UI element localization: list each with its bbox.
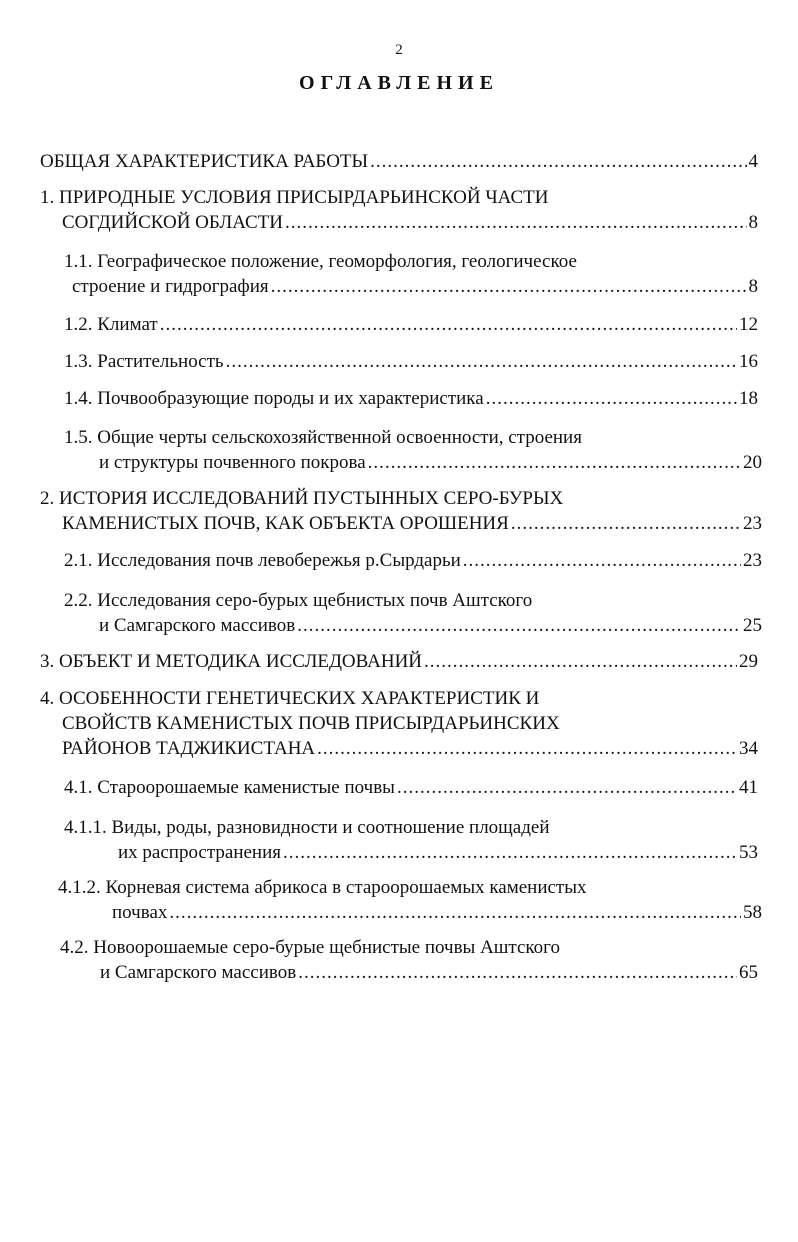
leader-dots <box>285 210 747 235</box>
toc-entry <box>64 386 758 411</box>
toc-entry-text: и Самгарского массивов <box>100 962 297 983</box>
toc-page-number: 18 <box>739 388 758 409</box>
toc-entry <box>40 149 758 174</box>
toc-entry <box>60 935 758 985</box>
toc-entry <box>64 815 758 865</box>
toc-page-number: 23 <box>743 550 762 571</box>
toc-entry <box>40 649 758 674</box>
toc-entry <box>64 312 758 337</box>
toc-entry-text: 2. ИСТОРИЯ ИССЛЕДОВАНИЙ ПУСТЫННЫХ СЕРО-БУРЫХ <box>40 488 564 509</box>
toc-entry <box>64 249 758 299</box>
toc-entry <box>64 349 758 374</box>
toc-page-number: 34 <box>739 738 758 759</box>
toc-page-number: 8 <box>748 276 758 297</box>
toc-entry-text: КАМЕНИСТЫХ ПОЧВ, КАК ОБЪЕКТА ОРОШЕНИЯ <box>62 513 509 534</box>
leader-dots <box>317 736 737 761</box>
toc-page-number: 29 <box>739 651 758 672</box>
toc-page-number: 58 <box>743 902 762 923</box>
toc-entry-text: 1.3. Растительность <box>64 351 224 372</box>
toc-entry-text: 4.2. Новоорошаемые серо-бурые щебнистые почвы Аштского <box>60 937 560 958</box>
leader-dots <box>271 274 747 299</box>
toc-page-number: 53 <box>739 842 758 863</box>
toc-entry-text: 4. ОСОБЕННОСТИ ГЕНЕТИЧЕСКИХ ХАРАКТЕРИСТИК И <box>40 688 540 709</box>
toc-entry-text: почвах <box>112 902 168 923</box>
toc-entry-text: и структуры почвенного покрова <box>99 452 366 473</box>
toc-page-number: 23 <box>743 513 762 534</box>
leader-dots <box>370 149 746 174</box>
toc-page-number: 4 <box>748 151 758 172</box>
toc-page-number: 16 <box>739 351 758 372</box>
leader-dots <box>169 900 741 925</box>
toc-entry-text: 2.1. Исследования почв левобережья р.Сырдарьи <box>64 550 461 571</box>
toc-entry-text: 1.1. Географическое положение, геоморфология, геологическое <box>64 251 577 272</box>
toc-entry <box>64 548 762 573</box>
toc-page-number: 8 <box>748 212 758 233</box>
toc-entry <box>64 425 762 475</box>
toc-entry-text: 2.2. Исследования серо-бурых щебнистых почв Аштского <box>64 590 533 611</box>
leader-dots <box>463 548 741 573</box>
toc-entry <box>58 875 762 925</box>
leader-dots <box>283 840 737 865</box>
leader-dots <box>368 450 741 475</box>
leader-dots <box>511 511 741 536</box>
toc-page-number: 41 <box>739 777 758 798</box>
toc-entry-text: их распространения <box>118 842 282 863</box>
toc-entry-text: строение и гидрография <box>72 276 269 297</box>
toc-entry-text: 1.5. Общие черты сельскохозяйственной освоенности, строения <box>64 427 582 448</box>
toc-entry-text: ОБЩАЯ ХАРАКТЕРИСТИКА РАБОТЫ <box>40 151 369 172</box>
leader-dots <box>486 386 737 411</box>
toc-entry <box>64 775 758 800</box>
toc-page-number: 20 <box>743 452 762 473</box>
toc-entry-text: и Самгарского массивов <box>99 615 296 636</box>
leader-dots <box>397 775 737 800</box>
toc-entry-text: 4.1.1. Виды, роды, разновидности и соотношение площадей <box>64 817 550 838</box>
toc-entry <box>40 486 762 536</box>
toc-entry-text: 1.2. Климат <box>64 314 158 335</box>
page-number: 2 <box>395 42 403 58</box>
leader-dots <box>226 349 737 374</box>
leader-dots <box>298 960 737 985</box>
toc-entry-text: РАЙОНОВ ТАДЖИКИСТАНА <box>62 738 316 759</box>
toc-page-number: 65 <box>739 962 758 983</box>
toc-page-number: 12 <box>739 314 758 335</box>
toc-entry-text: СВОЙСТВ КАМЕНИСТЫХ ПОЧВ ПРИСЫРДАРЬИНСКИХ <box>62 713 560 734</box>
toc-entry <box>40 185 758 235</box>
leader-dots <box>424 649 737 674</box>
toc-entry <box>64 588 762 638</box>
toc-page-number: 25 <box>743 615 762 636</box>
toc-entry-text: СОГДИЙСКОЙ ОБЛАСТИ <box>62 212 283 233</box>
leader-dots <box>297 613 741 638</box>
toc-title: ОГЛАВЛЕНИЕ <box>299 72 499 94</box>
toc-entry-text: 4.1.2. Корневая система абрикоса в староорошаемых каменистых <box>58 877 587 898</box>
toc-entry <box>40 686 758 761</box>
toc-entry-text: 1.4. Почвообразующие породы и их характеристика <box>64 388 484 409</box>
toc-entry-text: 4.1. Староорошаемые каменистые почвы <box>64 777 395 798</box>
toc-entry-text: 3. ОБЪЕКТ И МЕТОДИКА ИССЛЕДОВАНИЙ <box>40 651 423 672</box>
leader-dots <box>160 312 737 337</box>
toc-entry-text: 1. ПРИРОДНЫЕ УСЛОВИЯ ПРИСЫРДАРЬИНСКОЙ ЧАСТИ <box>40 187 549 208</box>
